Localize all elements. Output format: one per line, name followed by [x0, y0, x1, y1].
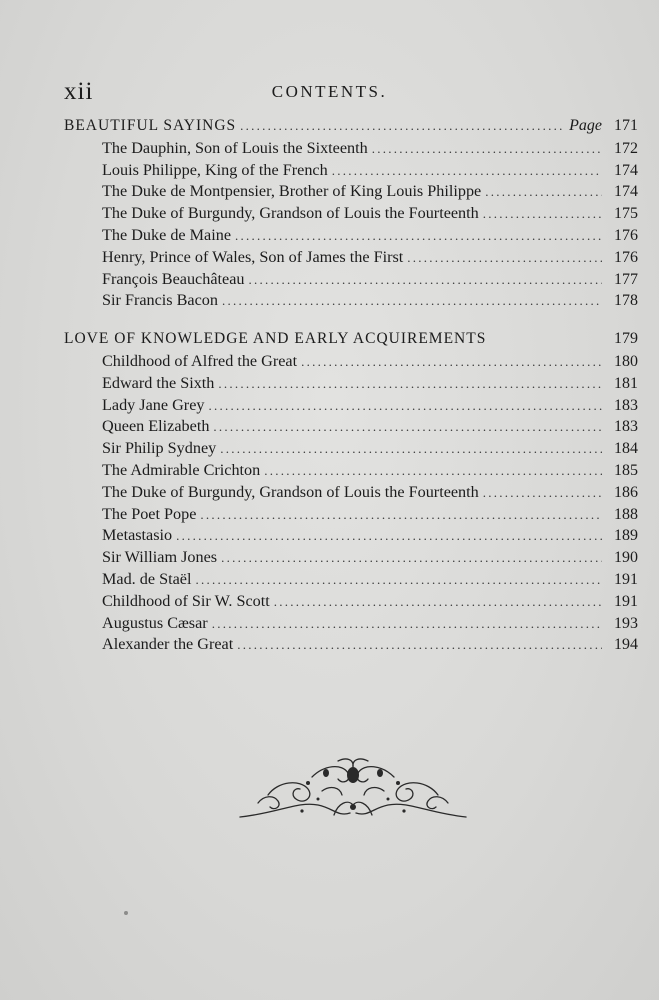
- toc-entry: [64, 614, 638, 636]
- entry-page-number: 174: [614, 161, 638, 179]
- dot-leader: [235, 228, 602, 244]
- dot-leader: [200, 507, 602, 523]
- entry-page-number: 189: [614, 527, 638, 545]
- entry-page-number: 186: [614, 483, 638, 501]
- table-of-contents: [64, 117, 638, 657]
- toc-entry: [64, 161, 638, 183]
- entry-page-number: 193: [614, 614, 638, 632]
- dot-leader: [222, 293, 602, 309]
- dot-leader: [220, 441, 602, 457]
- section-title: LOVE OF KNOWLEDGE AND EARLY ACQUIREMENTS: [64, 330, 487, 348]
- entry-page-number: 176: [614, 226, 638, 244]
- entry-page-number: 183: [614, 396, 638, 414]
- section-gap: [64, 313, 638, 330]
- dot-leader: [195, 572, 602, 588]
- entry-title: The Duke of Burgundy, Grandson of Louis the Fourteenth: [102, 482, 479, 501]
- toc-entry: [64, 139, 638, 161]
- dot-leader: [213, 419, 602, 435]
- entry-page-number: 176: [614, 248, 638, 266]
- entry-title: The Dauphin, Son of Louis the Sixteenth: [102, 138, 368, 157]
- entry-title: The Admirable Crichton: [102, 460, 261, 479]
- toc-entry: [64, 248, 638, 270]
- entry-title: Mad. de Staël: [102, 569, 192, 588]
- toc-entry: [64, 291, 638, 313]
- dot-leader: [301, 354, 602, 370]
- entry-page-number: 175: [614, 205, 638, 223]
- section-page-number: 171: [614, 117, 638, 134]
- entry-title: Sir Philip Sydney: [102, 439, 217, 458]
- dot-leader: [237, 637, 602, 653]
- entry-page-number: 177: [614, 270, 638, 288]
- toc-entry: [64, 505, 638, 527]
- entry-title: Metastasio: [102, 526, 173, 545]
- dot-leader: [483, 206, 602, 222]
- toc-entry: [64, 592, 638, 614]
- entry-title: Alexander the Great: [102, 635, 234, 654]
- entry-page-number: 188: [614, 505, 638, 523]
- entry-title: The Poet Pope: [102, 504, 197, 523]
- dot-leader: [176, 528, 602, 544]
- entry-page-number: 180: [614, 352, 638, 370]
- entry-page-number: 194: [614, 636, 638, 654]
- dot-leader: [485, 184, 602, 200]
- entry-page-number: 178: [614, 292, 638, 310]
- running-head: CONTENTS.: [271, 82, 388, 101]
- toc-entry: [64, 204, 638, 226]
- toc-entry: [64, 182, 638, 204]
- entry-page-number: 172: [614, 139, 638, 157]
- floral-tailpiece-icon: [238, 755, 468, 825]
- toc-entry: [64, 439, 638, 461]
- page-label: Page: [569, 117, 602, 134]
- entry-title: Louis Philippe, King of the French: [102, 160, 328, 179]
- entry-title: Lady Jane Grey: [102, 395, 205, 414]
- section-page-number: 179: [614, 330, 638, 348]
- toc-entry: [64, 548, 638, 570]
- toc-section-heading: [64, 117, 638, 139]
- toc-entry: [64, 352, 638, 374]
- toc-entry: [64, 570, 638, 592]
- toc-entry: [64, 526, 638, 548]
- dot-leader: [240, 118, 565, 134]
- dot-leader: [274, 594, 602, 610]
- dot-leader: [208, 398, 602, 414]
- toc-entry: [64, 461, 638, 483]
- entry-page-number: 190: [614, 549, 638, 567]
- dot-leader: [221, 550, 602, 566]
- toc-entry: [64, 374, 638, 396]
- entry-title: The Duke de Montpensier, Brother of King Louis Philippe: [102, 182, 482, 201]
- entry-page-number: 183: [614, 418, 638, 436]
- dot-leader: [218, 376, 602, 392]
- entry-title: Sir William Jones: [102, 548, 218, 567]
- entry-title: Henry, Prince of Wales, Son of James the First: [102, 247, 404, 266]
- entry-page-number: 191: [614, 570, 638, 588]
- entry-page-number: 191: [614, 592, 638, 610]
- dot-leader: [372, 141, 602, 157]
- paper-speck: [124, 911, 128, 915]
- entry-title: Queen Elizabeth: [102, 417, 210, 436]
- entry-title: The Duke de Maine: [102, 225, 232, 244]
- entry-page-number: 185: [614, 461, 638, 479]
- entry-title: The Duke of Burgundy, Grandson of Louis the Fourteenth: [102, 204, 479, 223]
- dot-leader: [483, 485, 602, 501]
- toc-entry: [64, 226, 638, 248]
- entry-title: François Beauchâteau: [102, 269, 245, 288]
- entry-title: Childhood of Alfred the Great: [102, 351, 298, 370]
- entry-page-number: 184: [614, 440, 638, 458]
- entry-title: Sir Francis Bacon: [102, 291, 218, 310]
- toc-entry: [64, 396, 638, 418]
- entry-title: Edward the Sixth: [102, 373, 215, 392]
- section-title: BEAUTIFUL SAYINGS: [64, 117, 237, 134]
- dot-leader: [407, 250, 602, 266]
- dot-leader: [248, 272, 602, 288]
- entry-page-number: 181: [614, 374, 638, 392]
- dot-leader: [332, 163, 602, 179]
- entry-page-number: 174: [614, 183, 638, 201]
- entry-title: Childhood of Sir W. Scott: [102, 591, 270, 610]
- dot-leader: [212, 616, 602, 632]
- page-number: xii: [64, 78, 94, 105]
- toc-section-heading: [64, 330, 638, 352]
- toc-entry: [64, 270, 638, 292]
- entry-title: Augustus Cæsar: [102, 613, 208, 632]
- toc-entry: [64, 417, 638, 439]
- toc-entry: [64, 635, 638, 657]
- toc-entry: [64, 483, 638, 505]
- dot-leader: [264, 463, 602, 479]
